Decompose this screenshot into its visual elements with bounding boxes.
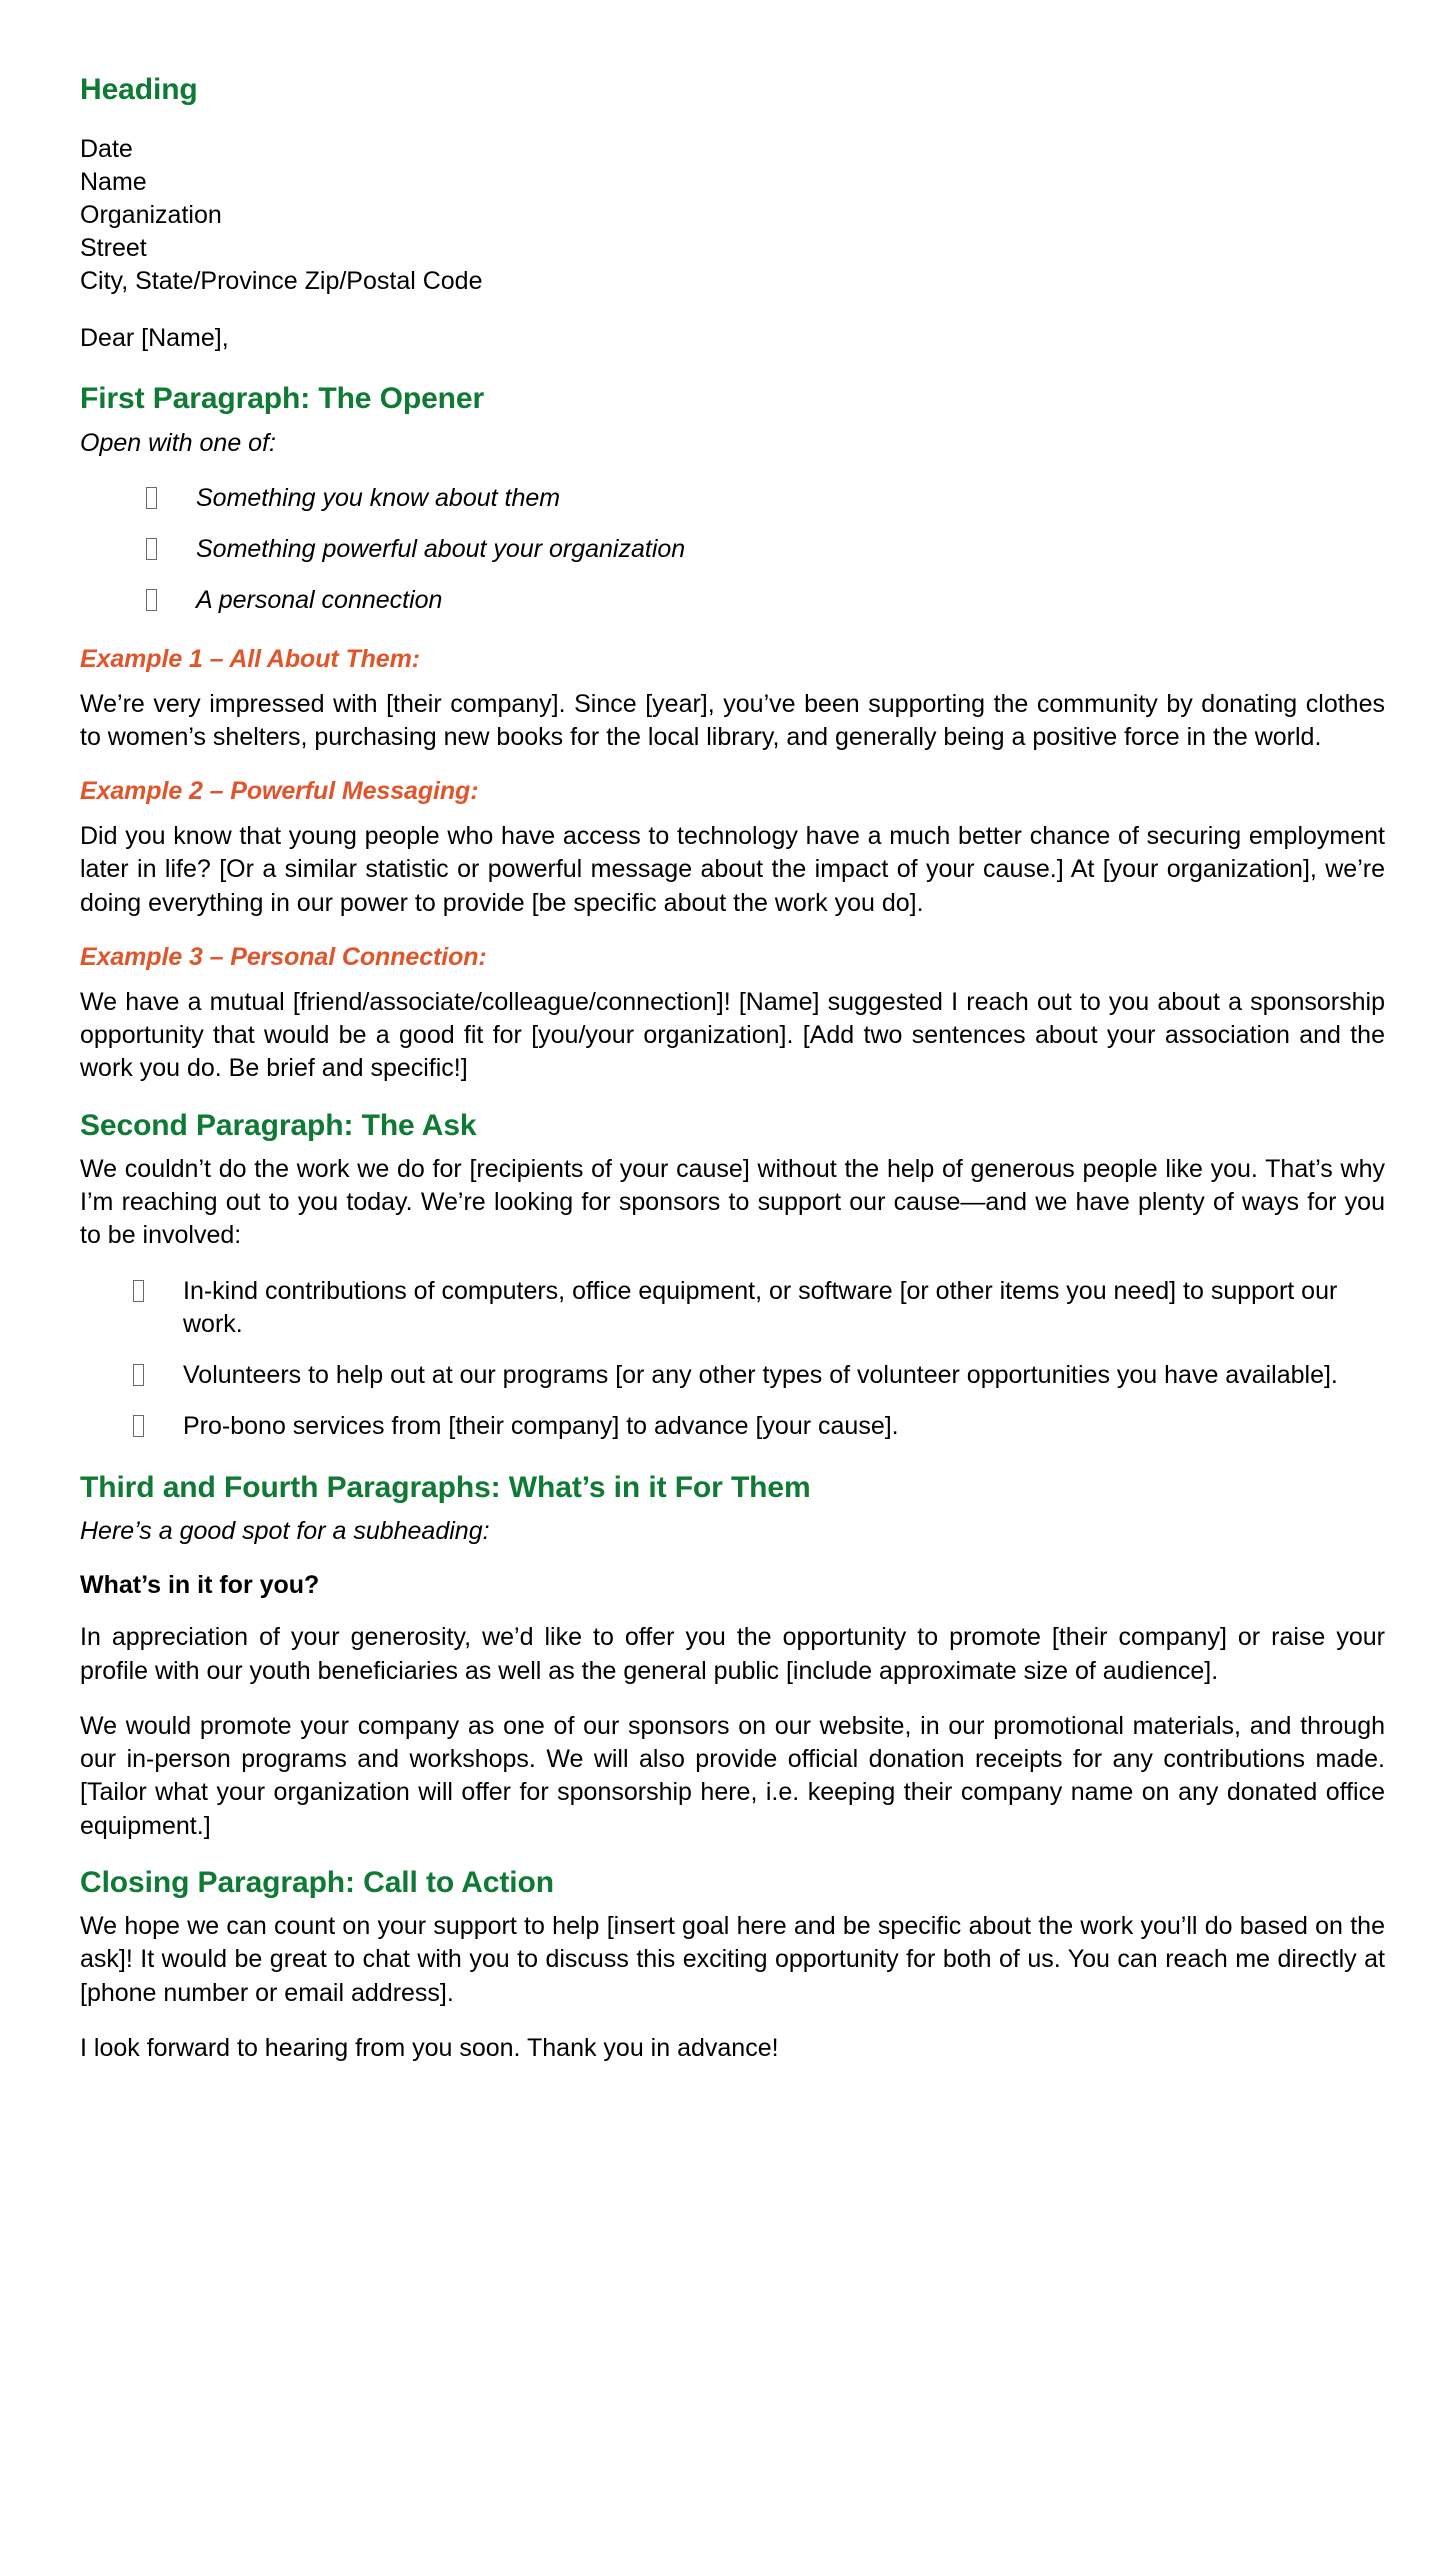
third-paragraph-body: In appreciation of your generosity, we’d like to offer you the opportunity to promote [their company] or raise your profile with our youth beneficiaries as well as the general public [include approximate size of audience]. bbox=[80, 1623, 1385, 1685]
missing-glyph-bullet-icon bbox=[133, 1415, 144, 1437]
address-line-date: Date bbox=[80, 135, 133, 164]
section-heading-first-paragraph: First Paragraph: The Opener bbox=[80, 382, 485, 416]
missing-glyph-bullet-icon bbox=[146, 538, 157, 560]
address-line-street: Street bbox=[80, 234, 147, 263]
section-heading-third-fourth-paragraph: Third and Fourth Paragraphs: What’s in it For Them bbox=[80, 1470, 811, 1504]
closing-signoff: I look forward to hearing from you soon. Thank you in advance! bbox=[80, 2033, 779, 2062]
address-line-name: Name bbox=[80, 168, 147, 197]
section-heading-closing-paragraph: Closing Paragraph: Call to Action bbox=[80, 1865, 554, 1899]
address-block bbox=[80, 133, 1385, 298]
list-item-label: A personal connection bbox=[196, 586, 443, 615]
list-item bbox=[125, 1275, 1385, 1342]
example-body-2: Did you know that young people who have access to technology have a much better chance of securing employment later in life? [Or a similar statistic or powerful message about the impact of your cause.] At [your organization], we’re doing everything in our power to provide [be specific about the work you do]. bbox=[80, 822, 1385, 917]
list-item bbox=[125, 1359, 1385, 1392]
second-paragraph-intro: We couldn’t do the work we do for [recipients of your cause] without the help of generous people like you. That’s why I’m reaching out to you today. We’re looking for sponsors to support our cause—and we have plenty of ways for you to be involved: bbox=[80, 1154, 1385, 1250]
list-item-label: In-kind contributions of computers, office equipment, or software [or other items you need] to support our work. bbox=[183, 1276, 1338, 1338]
missing-glyph-bullet-icon bbox=[133, 1280, 144, 1302]
closing-paragraph-body: We hope we can count on your support to help [insert goal here and be specific about the work you’ll do based on the ask]! It would be great to chat with you to discuss this exciting opportunity for both of us. You can reach me directly at [phone number or email address]. bbox=[80, 1912, 1385, 2007]
subheading-whats-in-it-for-you: What’s in it for you? bbox=[80, 1571, 320, 1600]
address-line-organization: Organization bbox=[80, 201, 222, 230]
list-item bbox=[138, 584, 1385, 617]
missing-glyph-bullet-icon bbox=[146, 487, 157, 509]
salutation: Dear [Name], bbox=[80, 324, 229, 353]
opener-options-list bbox=[138, 482, 1385, 618]
example-label-1: Example 1 – All About Them: bbox=[80, 644, 420, 673]
missing-glyph-bullet-icon bbox=[146, 589, 157, 611]
example-body-1: We’re very impressed with [their company]. Since [year], you’ve been supporting the community by donating clothes to women’s shelters, purchasing new books for the local library, and generally being a positive force in the world. bbox=[80, 689, 1385, 751]
example-label-2: Example 2 – Powerful Messaging: bbox=[80, 777, 479, 806]
list-item-label: Pro-bono services from [their company] to advance [your cause]. bbox=[183, 1412, 899, 1441]
section-heading-second-paragraph: Second Paragraph: The Ask bbox=[80, 1108, 477, 1142]
example-label-3: Example 3 – Personal Connection: bbox=[80, 942, 487, 971]
fourth-paragraph-body: We would promote your company as one of our sponsors on our website, in our promotional materials, and through our in-person programs and workshops. We will also provide official donation receipts for any contributions made. [Tailor what your organization will offer for sponsorship here, i.e. keeping their company name on any donated office equipment.] bbox=[80, 1711, 1385, 1840]
list-item-label: Something you know about them bbox=[196, 483, 561, 512]
missing-glyph-bullet-icon bbox=[133, 1364, 144, 1386]
list-item bbox=[125, 1410, 1385, 1443]
list-item bbox=[138, 482, 1385, 515]
list-item-label: Volunteers to help out at our programs [or any other types of volunteer opportunities you have available]. bbox=[183, 1361, 1338, 1390]
third-fourth-lead: Here’s a good spot for a subheading: bbox=[80, 1517, 490, 1546]
address-line-city: City, State/Province Zip/Postal Code bbox=[80, 267, 483, 296]
list-item-label: Something powerful about your organization bbox=[196, 535, 686, 564]
page-title: Heading bbox=[80, 73, 198, 106]
first-paragraph-lead: Open with one of: bbox=[80, 428, 276, 457]
example-body-3: We have a mutual [friend/associate/colleague/connection]! [Name] suggested I reach out to you about a sponsorship opportunity that would be a good fit for [you/your organization]. [Add two sentences about your association and the work you do. Be brief and specific!] bbox=[80, 987, 1385, 1083]
ask-options-list bbox=[125, 1275, 1385, 1444]
list-item bbox=[138, 533, 1385, 566]
